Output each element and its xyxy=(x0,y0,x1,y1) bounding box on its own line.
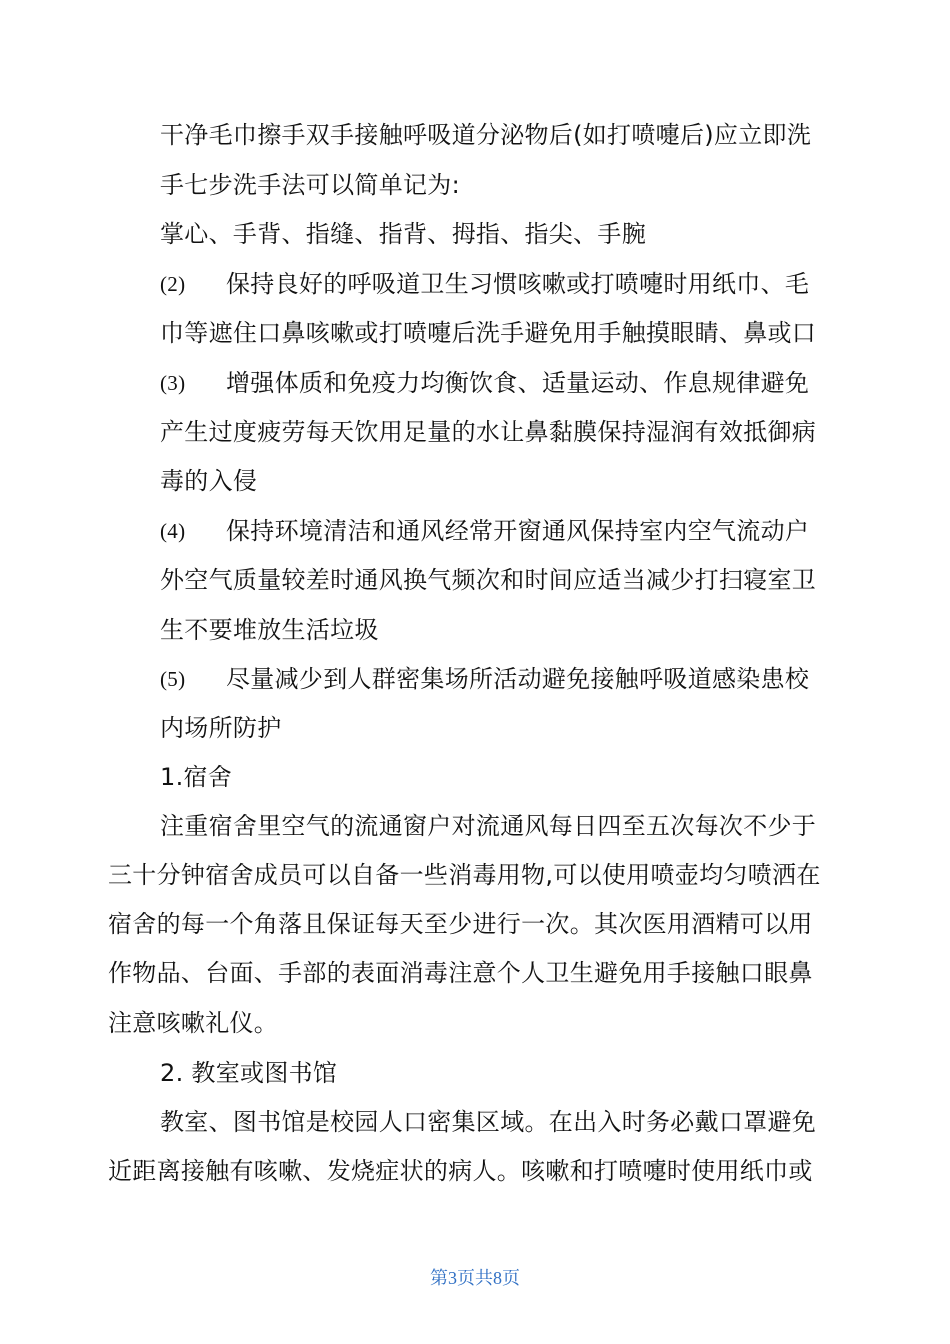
text-line: 保持良好的呼吸道卫生习惯咳嗽或打喷嚏时用纸巾、毛 xyxy=(226,270,810,298)
text-line: 毒的入侵 xyxy=(160,467,258,495)
text-line: 巾等遮住口鼻咳嗽或打喷嚏后洗手避免用手触摸眼睛、鼻或口 xyxy=(160,319,817,347)
text-line: 增强体质和免疫力均衡饮食、适量运动、作息规律避免 xyxy=(226,369,810,397)
page-footer: 第3页共8页 xyxy=(430,1268,520,1288)
text-line: 生不要堆放生活垃圾 xyxy=(160,616,379,644)
text-line: 内场所防护 xyxy=(160,714,282,742)
text-line: 注意咳嗽礼仪。 xyxy=(108,1009,279,1037)
text-line: 产生过度疲劳每天饮用足量的水让鼻黏膜保持湿润有效抵御病 xyxy=(160,418,817,446)
text-line: 三十分钟宿舍成员可以自备一些消毒用物,可以使用喷壶均匀喷洒在 xyxy=(108,861,821,889)
text-line: 注重宿舍里空气的流通窗户对流通风每日四至五次每次不少于 xyxy=(160,812,817,840)
section-heading: 1.宿舍 xyxy=(160,763,233,791)
list-number: (3) xyxy=(160,371,186,395)
text-line: 掌心、手背、指缝、指背、拇指、指尖、手腕 xyxy=(160,220,646,248)
text-line: 宿舍的每一个角落且保证每天至少进行一次。其次医用酒精可以用 xyxy=(108,910,813,938)
text-line: 干净毛巾擦手双手接触呼吸道分泌物后(如打喷嚏后)应立即洗 xyxy=(160,121,812,149)
list-number: (2) xyxy=(160,272,186,296)
text-line: 手七步洗手法可以简单记为: xyxy=(160,171,460,199)
list-number: (5) xyxy=(160,667,186,691)
text-line: 尽量减少到人群密集场所活动避免接触呼吸道感染患校 xyxy=(226,665,810,693)
text-line: 外空气质量较差时通风换气频次和时间应适当减少打扫寝室卫 xyxy=(160,566,817,594)
section-heading: 2. 教室或图书馆 xyxy=(160,1059,338,1087)
text-line: 保持环境清洁和通风经常开窗通风保持室内空气流动户 xyxy=(226,517,810,545)
text-line: 作物品、台面、手部的表面消毒注意个人卫生避免用手接触口眼鼻 xyxy=(108,959,813,987)
text-line: 近距离接触有咳嗽、发烧症状的病人。咳嗽和打喷嚏时使用纸巾或 xyxy=(108,1157,813,1185)
text-line: 教室、图书馆是校园人口密集区域。在出入时务必戴口罩避免 xyxy=(160,1108,817,1136)
list-number: (4) xyxy=(160,519,186,543)
